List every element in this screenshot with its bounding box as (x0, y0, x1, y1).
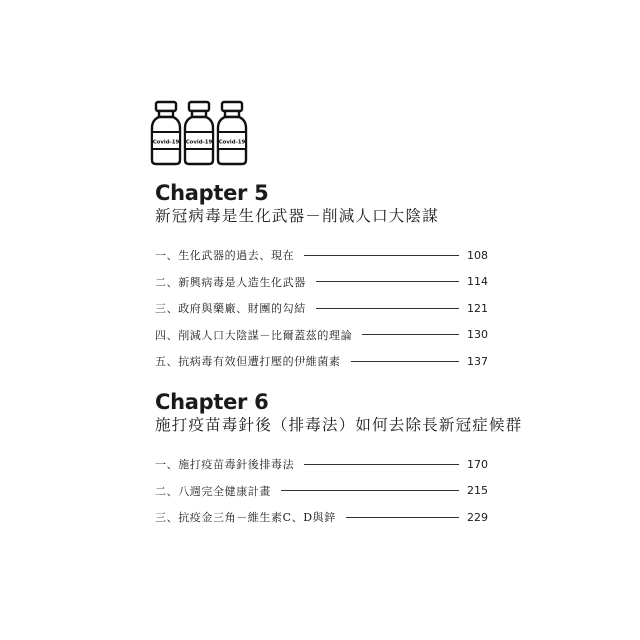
toc-leader-line (304, 464, 459, 465)
toc-entry[interactable] (155, 348, 488, 375)
toc-entry[interactable] (155, 504, 488, 531)
toc-entry-title: 二、新興病毒是人造生化武器 (155, 275, 306, 289)
chapter-5-title: Chapter 5 (155, 181, 269, 205)
toc-leader-line (362, 334, 459, 335)
chapter-6-toc (155, 451, 488, 531)
chapter-6-subtitle: 施打疫苗毒針後（排毒法）如何去除長新冠症候群 (155, 416, 523, 434)
vial-icon (152, 102, 180, 164)
toc-entry[interactable] (155, 322, 488, 349)
covid-vials-icon (150, 100, 250, 166)
toc-page-number: 121 (467, 301, 488, 315)
toc-entry-title: 五、抗病毒有效但遭打壓的伊維菌素 (155, 355, 341, 369)
toc-leader-line (346, 517, 459, 518)
toc-page-number: 170 (467, 457, 488, 471)
toc-entry-title: 一、施打疫苗毒針後排毒法 (155, 458, 295, 472)
toc-entry-title: 三、抗疫金三角－維生素C、D與鋅 (155, 511, 336, 525)
vial-label: Covid-19 (185, 139, 213, 146)
toc-entry[interactable] (155, 269, 488, 296)
toc-entry[interactable] (155, 478, 488, 505)
vial-label: Covid-19 (218, 139, 246, 146)
toc-leader-line (281, 490, 459, 491)
toc-page-number: 229 (467, 510, 488, 524)
toc-entry-title: 二、八週完全健康計畫 (155, 484, 271, 498)
toc-leader-line (316, 281, 459, 282)
toc-page-number: 130 (467, 328, 488, 342)
toc-entry[interactable] (155, 295, 488, 322)
toc-page-number: 114 (467, 275, 488, 289)
chapter-5-toc (155, 242, 488, 375)
toc-page-number: 215 (467, 484, 488, 498)
toc-leader-line (304, 255, 459, 256)
toc-entry[interactable] (155, 242, 488, 269)
toc-entry-title: 四、削減人口大陰謀－比爾蓋茲的理論 (155, 328, 353, 342)
vial-icon (218, 102, 246, 164)
chapter-5-subtitle: 新冠病毒是生化武器－削減人口大陰謀 (155, 207, 439, 225)
toc-entry-title: 一、生化武器的過去、現在 (155, 249, 295, 263)
toc-leader-line (351, 361, 459, 362)
vial-icon (185, 102, 213, 164)
toc-page-number: 137 (467, 354, 488, 368)
toc-entry-title: 三、政府與藥廠、財團的勾結 (155, 302, 306, 316)
toc-leader-line (316, 308, 459, 309)
chapter-6-title: Chapter 6 (155, 390, 269, 414)
toc-entry[interactable] (155, 451, 488, 478)
toc-page-number: 108 (467, 248, 488, 262)
vial-label: Covid-19 (152, 139, 180, 146)
